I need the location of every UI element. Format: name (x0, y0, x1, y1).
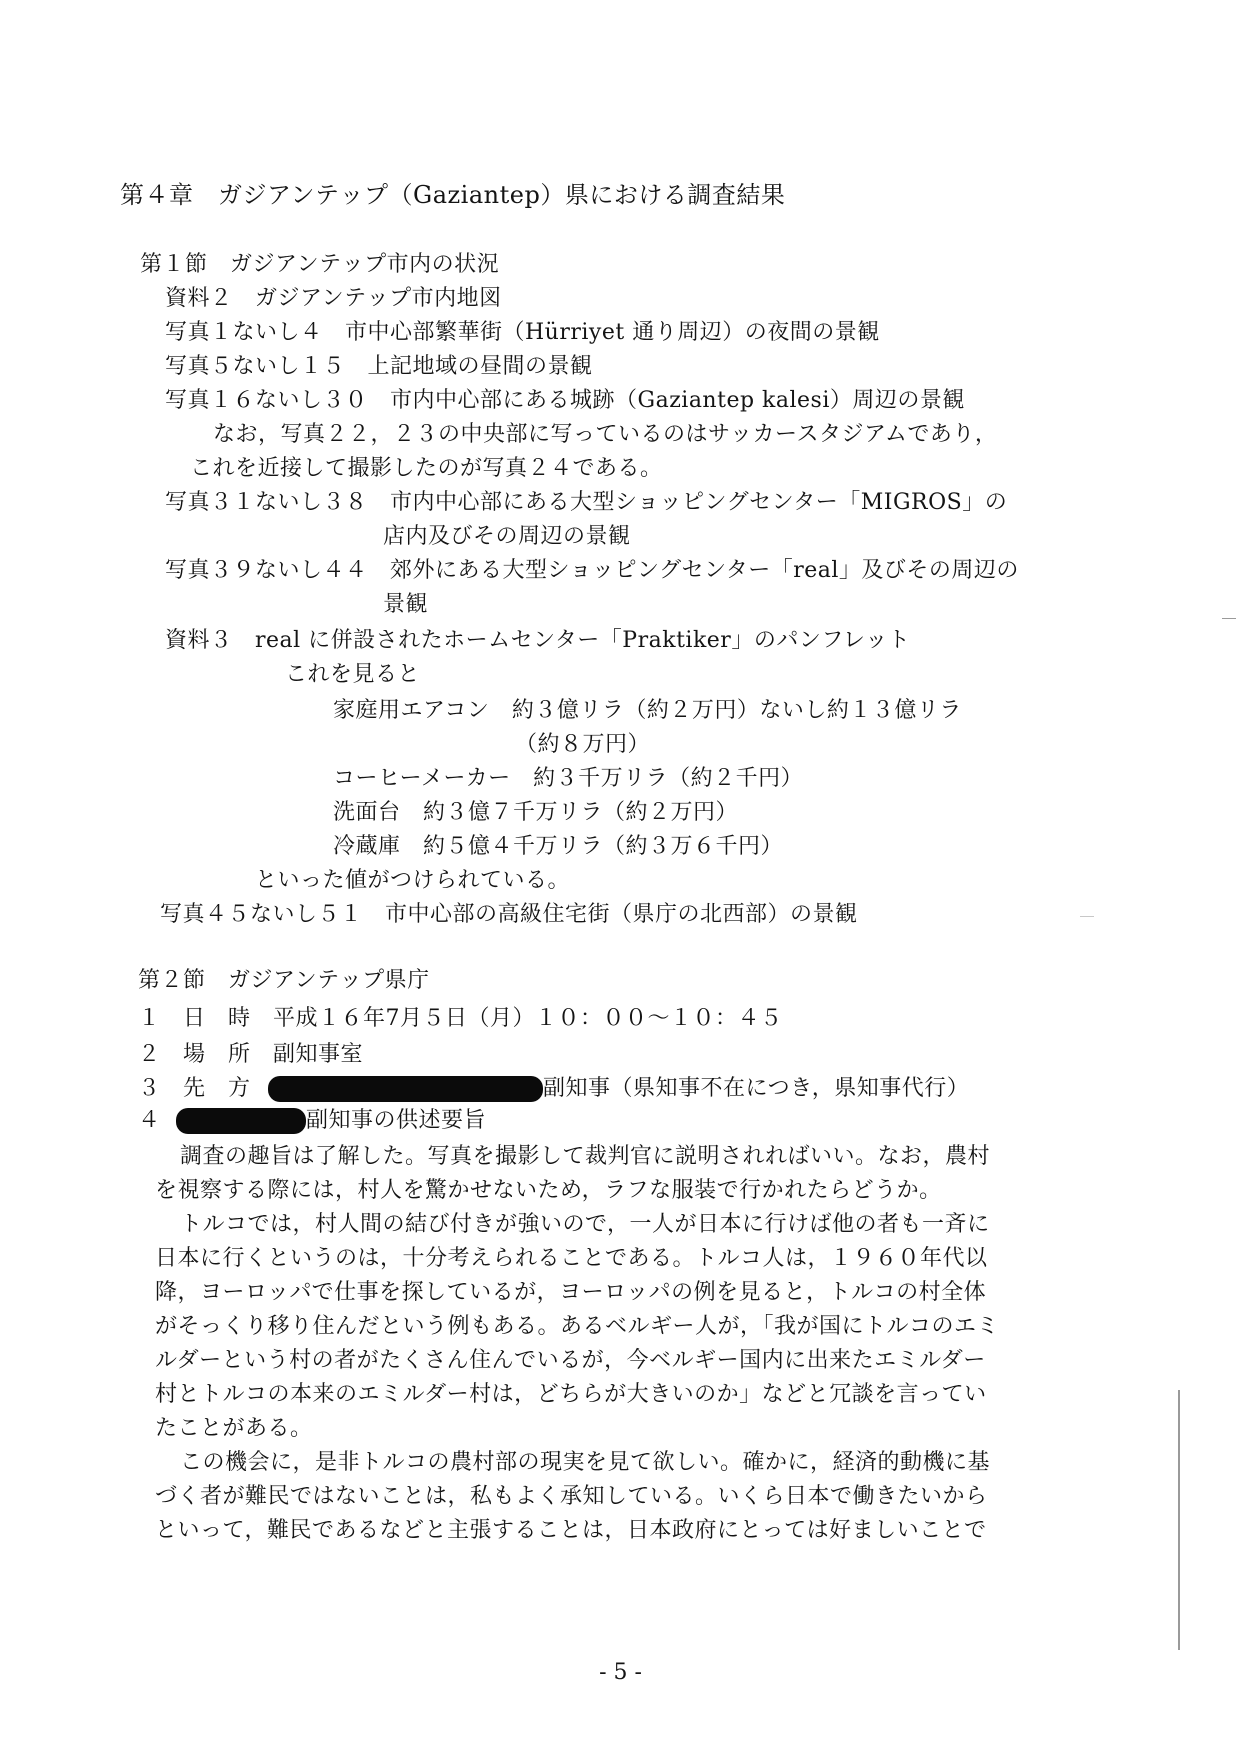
section1-line: 写真５ないし１５ 上記地域の昼間の景観 (165, 354, 593, 379)
section1-line: といった値がつけられている。 (255, 868, 571, 893)
body-line: トルコでは，村人間の結び付きが強いので，一人が日本に行けば他の者も一斉に (180, 1212, 990, 1237)
section1-line: これを近接して撮影したのが写真２４である。 (190, 456, 663, 481)
section2-item-3 (138, 1074, 969, 1104)
body-line: を視察する際には，村人を驚かせないため，ラフな服装で行かれたらどうか。 (155, 1178, 942, 1203)
section1-line: 家庭用エアコン 約３億リラ（約２万円）ないし約１３億リラ (333, 698, 962, 723)
body-line: 調査の趣旨は了解した。写真を撮影して裁判官に説明されればいい。なお，農村 (180, 1144, 991, 1169)
section1-line: （約８万円） (515, 732, 651, 757)
body-line: がそっくり移り住んだという例もある。あるベルギー人が，「我が国にトルコのエミ (155, 1314, 1000, 1339)
body-line: たことがある。 (155, 1416, 313, 1441)
section1-line: 資料２ ガジアンテップ市内地図 (165, 286, 502, 311)
section1-line: 資料３ real に併設されたホームセンター「Praktiker」のパンフレット (165, 628, 911, 653)
body-line: ルダーという村の者がたくさん住んでいるが，今ベルギー国内に出来たエミルダー (155, 1348, 986, 1373)
scan-edge-mark (1222, 618, 1236, 619)
section1-line: 写真４５ないし５１ 市中心部の高級住宅街（県庁の北西部）の景観 (160, 902, 858, 927)
section1-line: 写真１６ないし３０ 市内中心部にある城跡（Gaziantep kalesi）周辺の景観 (165, 388, 965, 413)
section1-line: 店内及びその周辺の景観 (383, 524, 631, 549)
section1-line: 洗面台 約３億７千万リラ（約２万円） (333, 800, 739, 825)
section1-line: これを見ると (285, 662, 421, 687)
body-line: この機会に，是非トルコの農村部の現実を見て欲しい。確かに，経済的動機に基 (180, 1450, 991, 1475)
section1-heading: 第１節 ガジアンテップ市内の状況 (140, 252, 500, 277)
section1-line: 景観 (383, 592, 429, 617)
section2-item: １ 日 時 平成１６年7月５日（月）１０：００～１０：４５ (138, 1006, 783, 1031)
section2-item-4 (138, 1106, 486, 1136)
section1-line: なお，写真２２，２３の中央部に写っているのはサッカースタジアムであり， (213, 422, 998, 447)
redaction-block (176, 1108, 306, 1134)
item4-suffix: 副知事の供述要旨 (306, 1108, 487, 1133)
section1-line: 冷蔵庫 約５億４千万リラ（約３万６千円） (333, 834, 784, 859)
redaction-block (268, 1076, 543, 1102)
section1-line: 写真３９ないし４４ 郊外にある大型ショッピングセンター「real」及びその周辺の (165, 558, 1019, 583)
section1-line: 写真１ないし４ 市中心部繁華街（Hürriyet 通り周辺）の夜間の景観 (165, 320, 880, 345)
section1-line: 写真３１ないし３８ 市内中心部にある大型ショッピングセンター「MIGROS」の (165, 490, 1008, 515)
body-line: づく者が難民ではないことは，私もよく承知している。いくら日本で働きたいから (155, 1484, 988, 1509)
scan-edge-mark (1178, 1390, 1180, 1650)
body-line: 村とトルコの本来のエミルダー村は，どちらが大きいのか」などと冗談を言ってい (155, 1382, 987, 1407)
item3-prefix: ３ 先 方 (138, 1076, 251, 1101)
body-line: 日本に行くというのは，十分考えられることである。トルコ人は，１９６０年代以 (155, 1246, 988, 1271)
section1-line: コーヒーメーカー 約３千万リラ（約２千円） (333, 766, 804, 791)
section2-item: ２ 場 所 副知事室 (138, 1042, 364, 1067)
scan-edge-mark (1080, 916, 1094, 917)
item3-suffix: 副知事（県知事不在につき，県知事代行） (543, 1076, 970, 1101)
page-number: - 5 - (599, 1660, 642, 1685)
body-line: といって，難民であるなどと主張することは，日本政府にとっては好ましいことで (155, 1518, 987, 1543)
item4-prefix: ４ (138, 1108, 161, 1133)
body-line: 降，ヨーロッパで仕事を探しているが，ヨーロッパの例を見ると，トルコの村全体 (155, 1280, 987, 1305)
chapter-title: 第４章 ガジアンテップ（Gaziantep）県における調査結果 (120, 181, 786, 209)
section2-heading: 第２節 ガジアンテップ県庁 (138, 968, 430, 993)
